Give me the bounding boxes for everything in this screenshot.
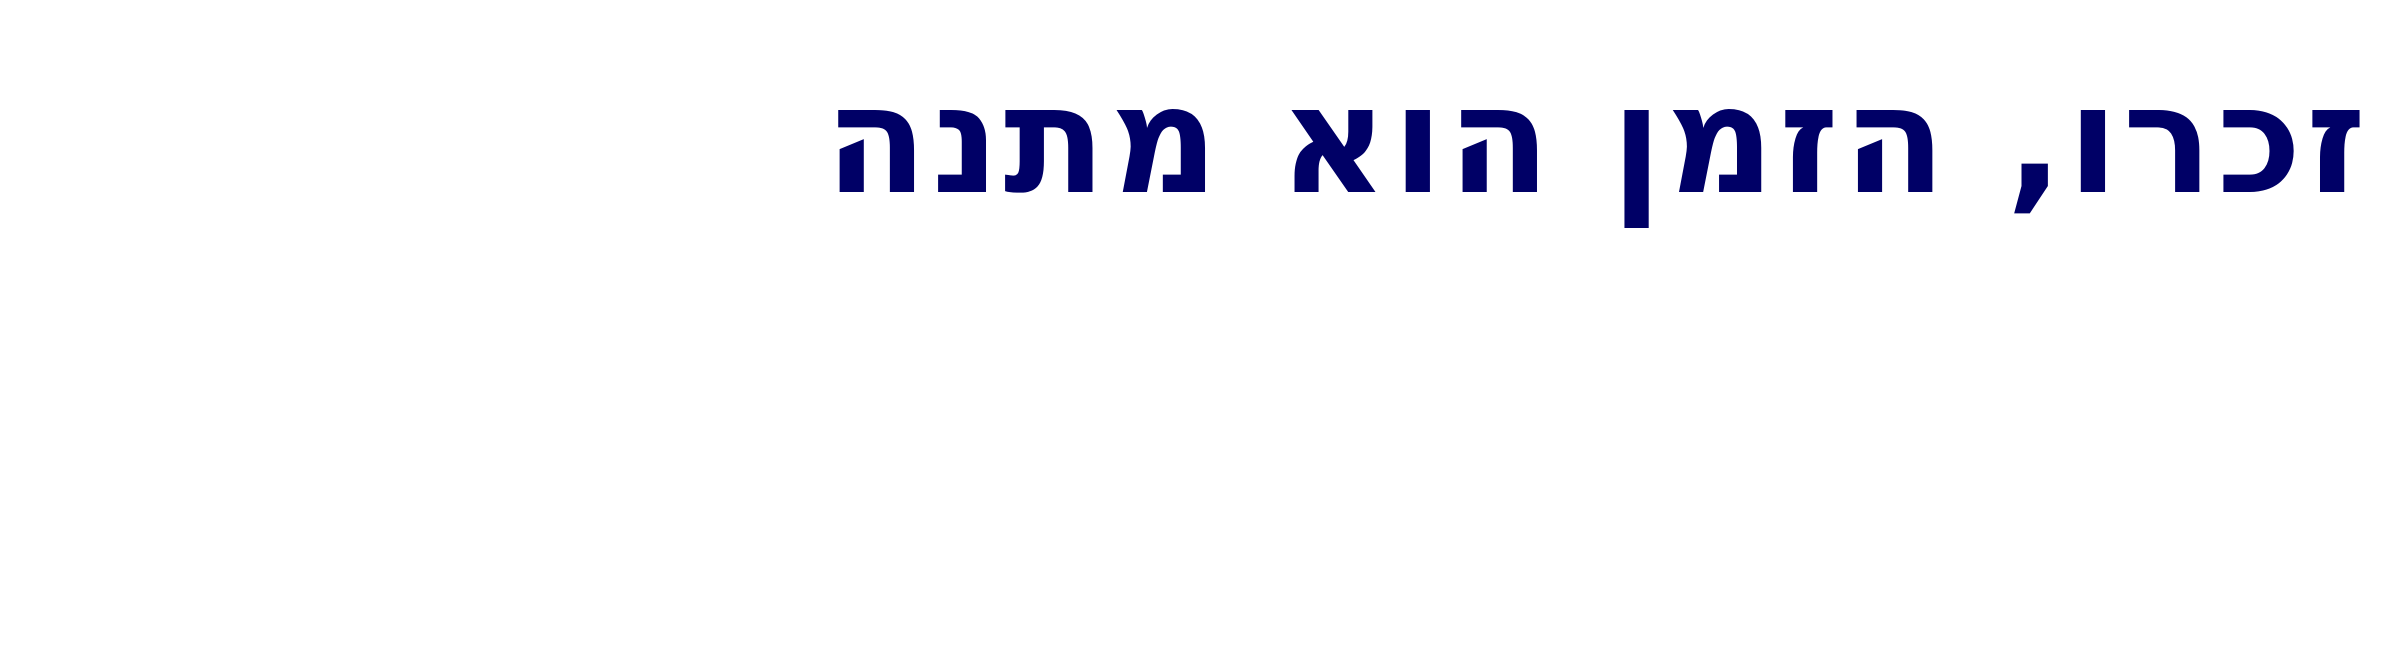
headline-text: זכרו, הזמן הוא מתנה: [824, 54, 2370, 228]
